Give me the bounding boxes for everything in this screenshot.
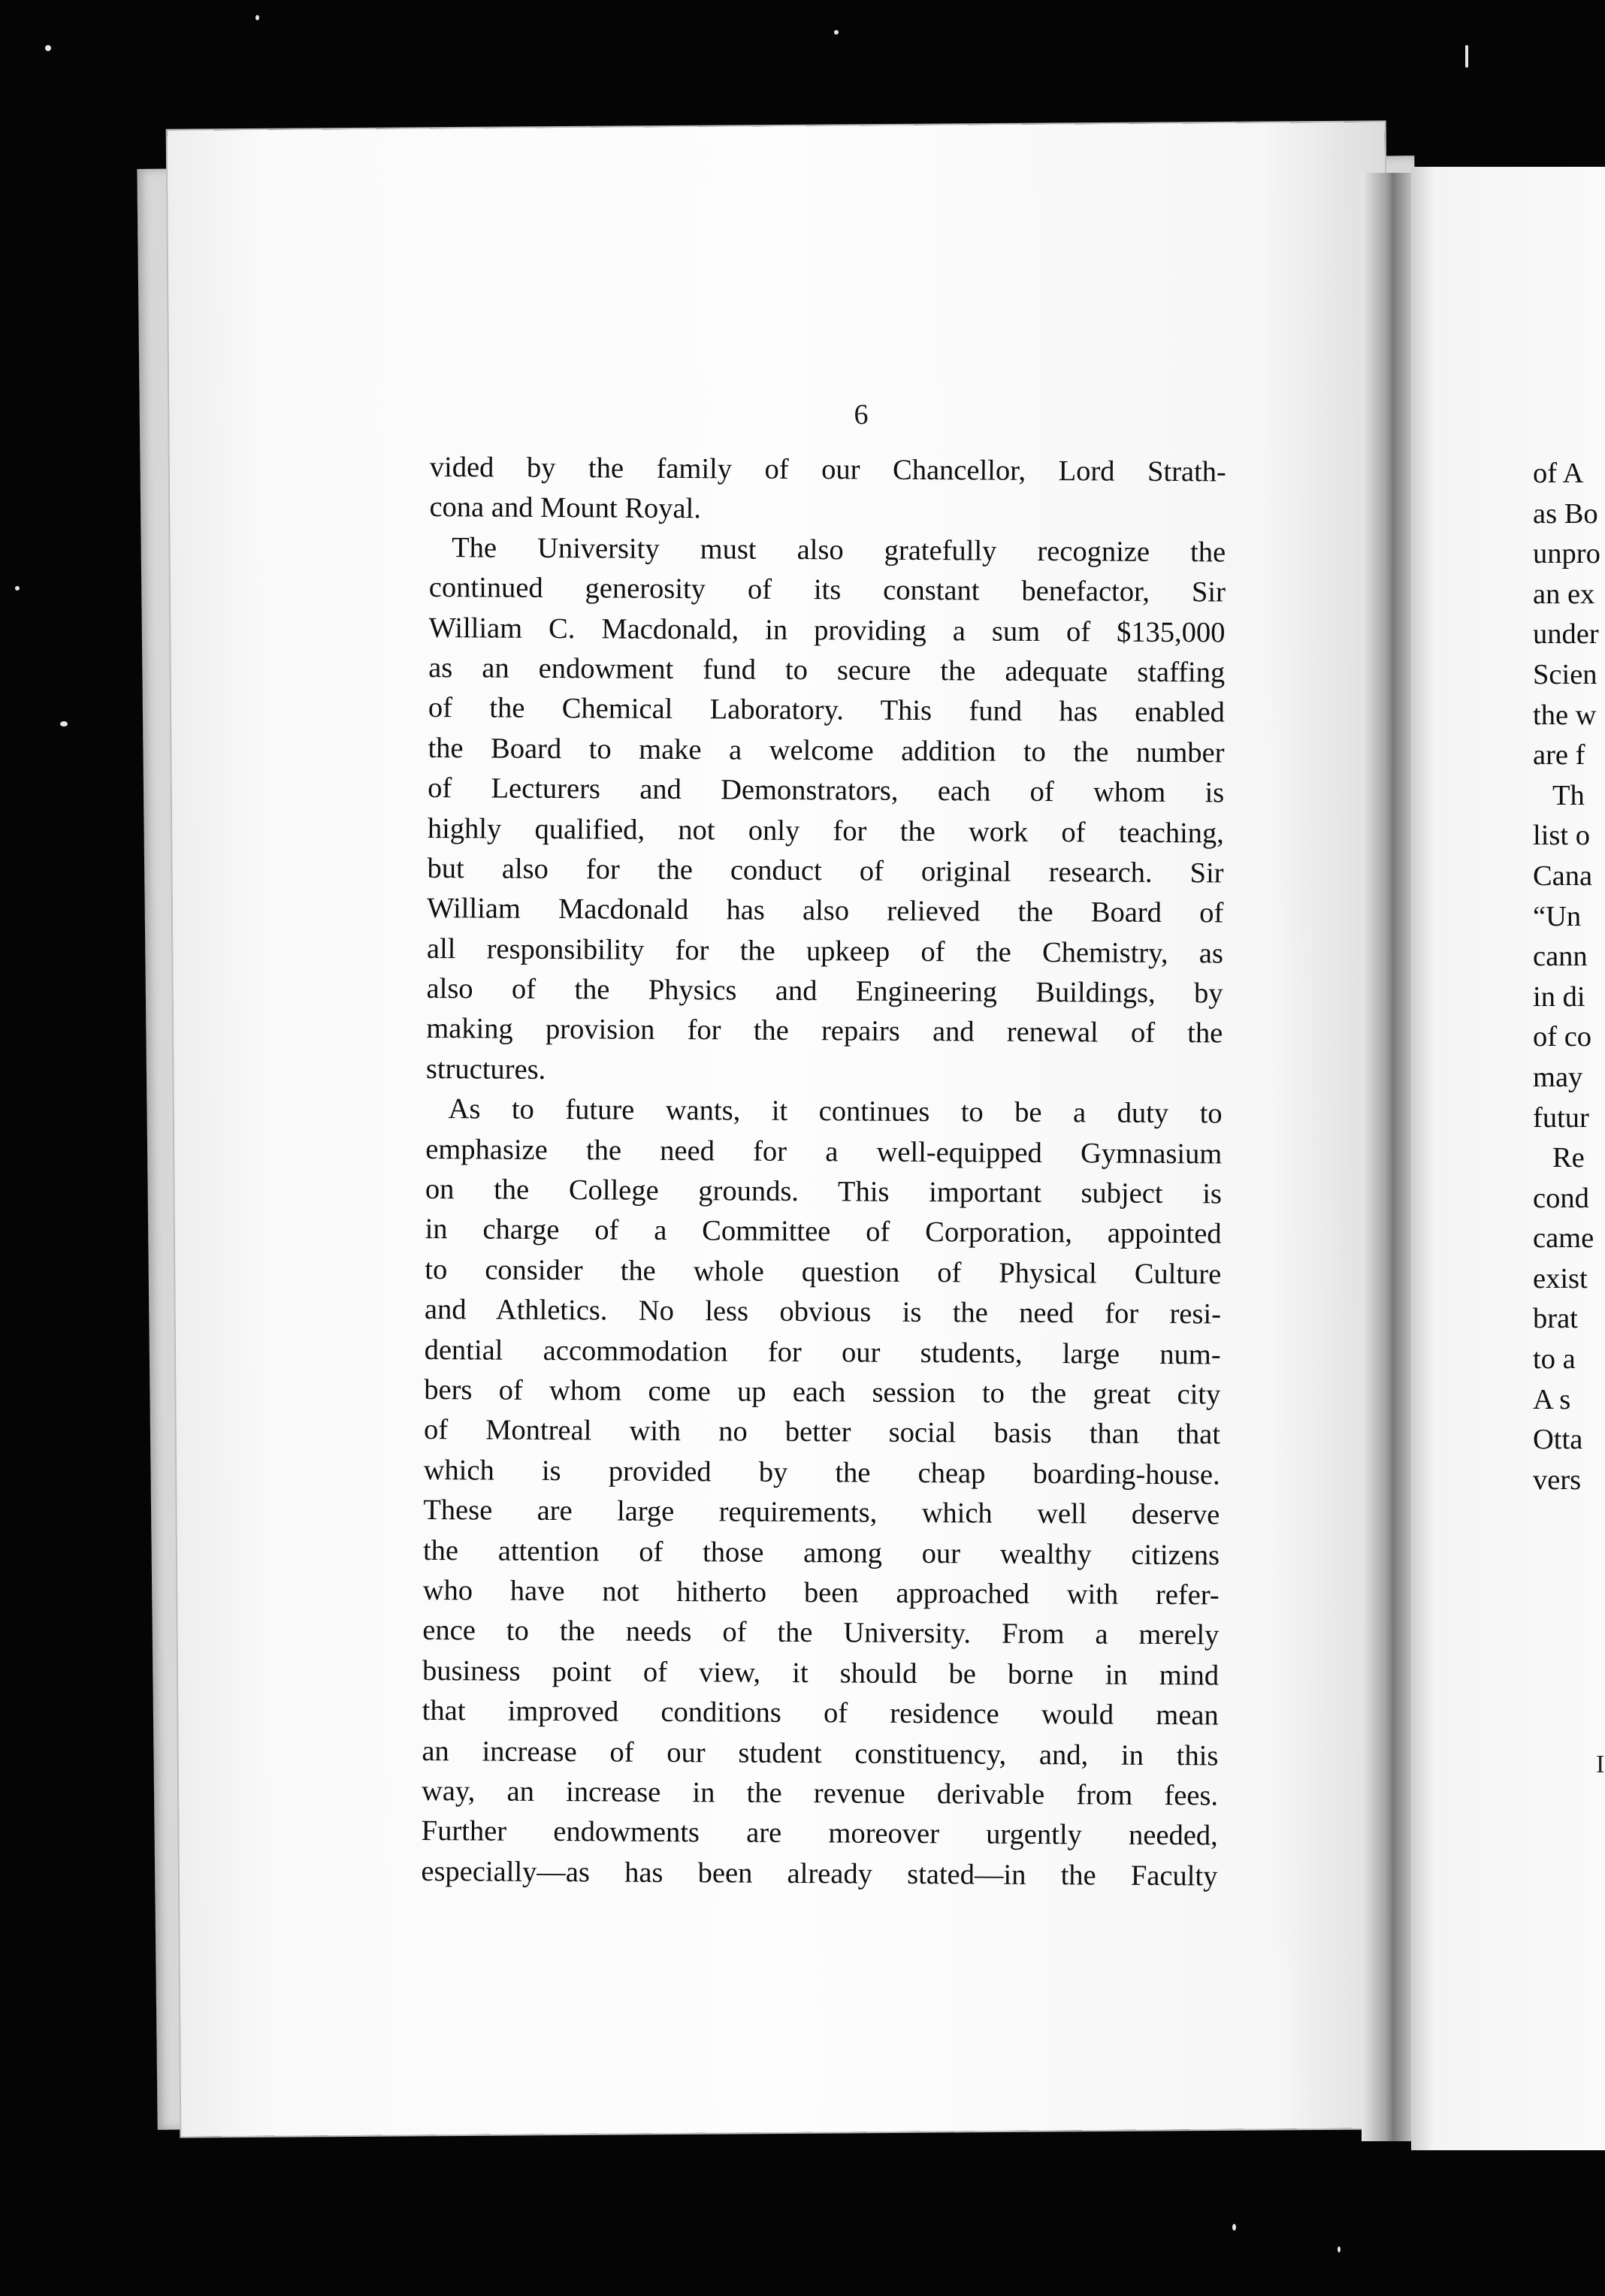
dust-speck — [834, 30, 839, 35]
text-line: of the Chemical Laboratory. This fund has enabled — [428, 692, 1225, 729]
fragment-line: of A — [1533, 458, 1584, 489]
text-line: highly qualified, not only for the work of teaching, — [427, 812, 1225, 849]
fragment-line: Re — [1552, 1142, 1585, 1174]
fragment-line: an ex — [1533, 578, 1595, 610]
text-line: dential accommodation for our students, large num- — [424, 1334, 1221, 1371]
fragment-line: Cana — [1533, 859, 1593, 892]
fragment-line: to a — [1533, 1343, 1576, 1376]
text-line: and Athletics. No less obvious is the need for resi- — [424, 1294, 1222, 1331]
text-line: vided by the family of our Chancellor, Lord Strath- — [429, 451, 1226, 488]
text-line: also of the Physics and Engineering Buildings, by — [426, 973, 1223, 1010]
text-line: of Montreal with no better social basis than that — [423, 1414, 1221, 1451]
text-line: William Macdonald has also relieved the Board of — [427, 893, 1224, 929]
text-line: an increase of our student constituency, and, in this — [422, 1735, 1219, 1772]
text-line: Further endowments are moreover urgently needed, — [421, 1815, 1218, 1852]
text-line: The University must also gratefully recognize the — [452, 531, 1226, 569]
text-line: in charge of a Committee of Corporation, appointed — [425, 1213, 1222, 1250]
text-line: making provision for the repairs and renewal of the — [426, 1013, 1223, 1050]
fragment-line: Scien — [1533, 658, 1597, 690]
dust-speck — [45, 45, 51, 51]
fragment-line: under — [1533, 618, 1599, 651]
text-line: which is provided by the cheap boarding-house. — [423, 1454, 1220, 1491]
fragment-line: Otta — [1533, 1424, 1583, 1456]
fragment-line: of co — [1533, 1021, 1592, 1053]
fragment-line: cann — [1533, 941, 1588, 973]
dust-speck — [1232, 2224, 1236, 2231]
fragment-line: came — [1533, 1222, 1594, 1255]
fragment-line: Th — [1552, 779, 1585, 811]
text-line: all responsibility for the upkeep of the Chemistry, as — [426, 932, 1224, 970]
fragment-line: futur — [1533, 1101, 1589, 1134]
text-line: cona and Mount Royal. — [429, 491, 702, 525]
text-line: way, an increase in the revenue derivable from fees. — [421, 1775, 1219, 1812]
fragment-line: in di — [1533, 980, 1585, 1013]
text-line: business point of view, it should be borne in mind — [422, 1654, 1220, 1692]
text-line: emphasize the need for a well-equipped Gymnasium — [425, 1133, 1223, 1171]
fragment-line: exist — [1533, 1262, 1588, 1295]
text-line: but also for the conduct of original research. Sir — [427, 852, 1224, 890]
text-line: of Lecturers and Demonstrators, each of whom is — [428, 772, 1225, 809]
dust-speck — [255, 15, 259, 20]
fragment-line: list o — [1533, 820, 1590, 852]
text-line: that improved conditions of residence would mean — [422, 1695, 1219, 1732]
fragment-line: unpro — [1533, 538, 1600, 570]
fragment-line: are f — [1533, 739, 1585, 772]
facing-page-margin-mark: I — [1596, 1751, 1605, 1778]
text-line: These are large requirements, which well deserve — [423, 1494, 1220, 1531]
text-line: who have not hitherto been approached with refer- — [422, 1574, 1220, 1612]
book-gutter — [1362, 173, 1414, 2141]
dust-speck — [1465, 45, 1468, 68]
page-body-text — [421, 448, 1226, 1897]
fragment-line: the w — [1533, 699, 1597, 731]
facing-page-text — [1533, 454, 1600, 1500]
fragment-line: as Bo — [1533, 497, 1598, 530]
fragment-line: vers — [1533, 1464, 1582, 1496]
fragment-line: may — [1533, 1061, 1583, 1093]
fragment-line: “Un — [1533, 900, 1582, 932]
text-line: especially—as has been already stated—in the Faculty — [421, 1855, 1218, 1893]
text-line: to consider the whole question of Physical Culture — [425, 1253, 1222, 1291]
text-line: bers of whom come up each session to the great city — [424, 1373, 1221, 1411]
text-line: continued generosity of its constant benefactor, Sir — [428, 572, 1226, 609]
dust-speck — [60, 721, 68, 727]
fragment-line: brat — [1533, 1303, 1578, 1335]
text-line: as an endowment fund to secure the adequate staffing — [428, 651, 1226, 689]
text-line: the attention of those among our wealthy citizens — [422, 1534, 1220, 1571]
text-line: on the College grounds. This important subject is — [425, 1174, 1223, 1210]
dust-speck — [15, 586, 20, 591]
text-line: As to future wants, it continues to be a duty to — [448, 1093, 1223, 1130]
fragment-line: A s — [1533, 1383, 1571, 1415]
text-line: ence to the needs of the University. From a merely — [422, 1615, 1220, 1651]
text-line: William C. Macdonald, in providing a sum of $135,000 — [428, 612, 1226, 649]
text-line: the Board to make a welcome addition to the number — [428, 732, 1225, 769]
fragment-line: cond — [1533, 1182, 1589, 1214]
text-line: structures. — [425, 1053, 546, 1086]
dust-speck — [1338, 2246, 1341, 2252]
page-number: 6 — [854, 399, 869, 430]
